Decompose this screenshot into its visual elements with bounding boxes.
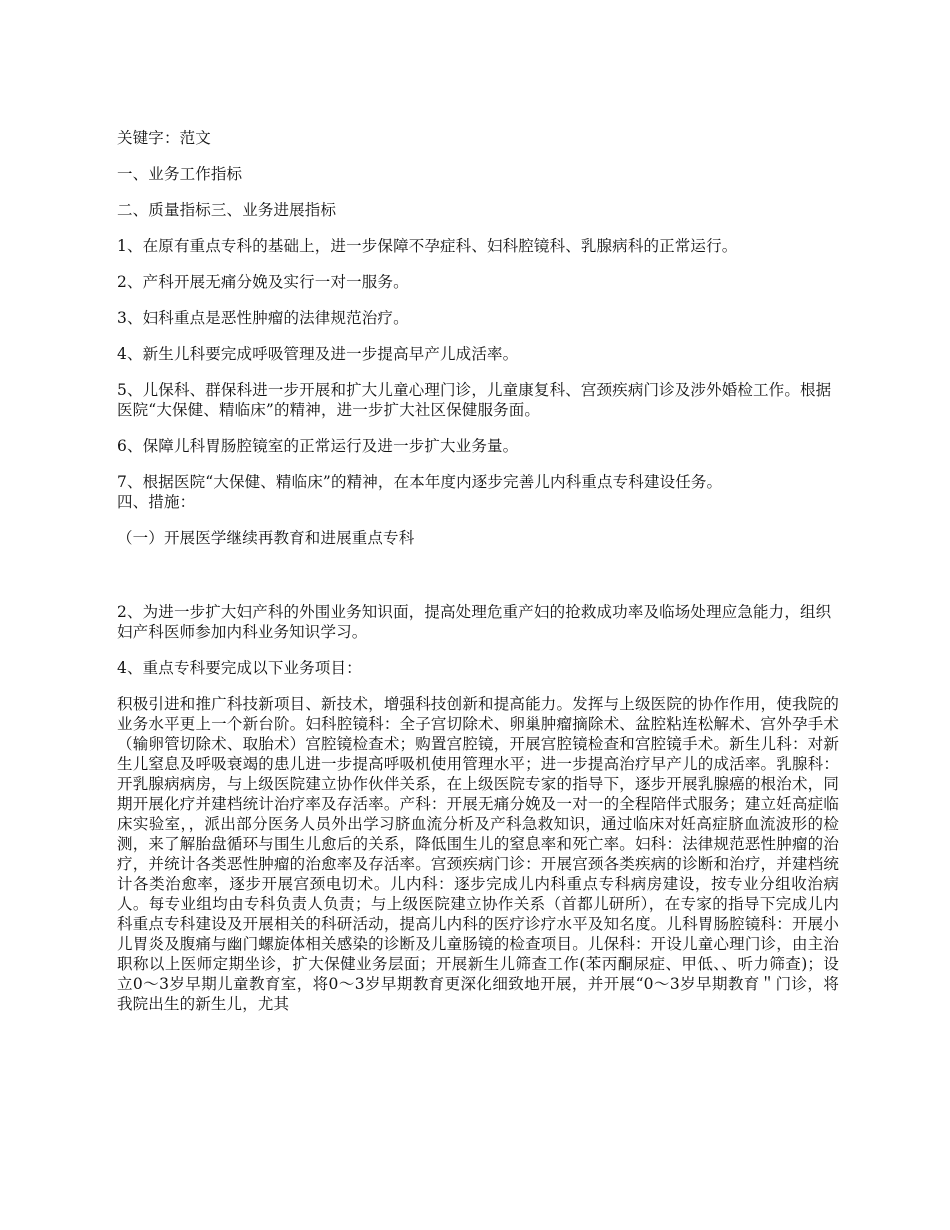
keyword-line: 关键字：范文 [117,129,211,147]
body-paragraph: 积极引进和推广科技新项目、新技术，增强科技创新和提高能力。发挥与上级医院的协作作用，使我院的业务水平更上一个新台阶。妇科腔镜科：全子宫切除术、卵巢肿瘤摘除术、盆腔粘连松解术、宫外孕手术（输卵管切除术、取胎术）宫腔镜检查术；购置宫腔镜，开展宫腔镜检查和宫腔镜手术。新生儿科：对新生儿窒息及呼吸衰竭的患儿进一步提高呼吸机使用管理水平；进一步提高治疗早产儿的成活率。乳腺科：开乳腺病病房，与上级医院建立协作伙伴关系，在上级医院专家的指导下，逐步开展乳腺癌的根治术，同期开展化疗并建档统计治疗率及存活率。产科：开展无痛分娩及一对一的全程陪伴式服务；建立妊高症临床实验室，，派出部分医务人员外出学习脐血流分析及产科急救知识，通过临床对妊高症脐血流波形的检测，来了解胎盘循环与围生儿愈后的关系，降低围生儿的窒息率和死亡率。妇科：法律规范恶性肿瘤的治疗，并统计各类恶性肿瘤的治愈率及存活率。宫颈疾病门诊：开展宫颈各类疾病的诊断和治疗，并建档统计各类治愈率，逐步开展宫颈电切术。儿内科：逐步完成儿内科重点专科病房建设，按专业分组收治病人。每专业组均由专科负责人负责；与上级医院建立协作关系（首都儿研所），在专家的指导下完成儿内科重点专科建设及开展相关的科研活动，提高儿内科的医疗诊疗水平及知名度。儿科胃肠腔镜科：开展小儿胃炎及腹痛与幽门螺旋体相关感染的诊断及儿童肠镜的检查项目。儿保科：开设儿童心理门诊，由主治职称以上医师定期坐诊，扩大保健业务层面；开展新生儿筛查工作(苯丙酮尿症、甲低、、听力筛查)；设立0～3岁早期儿童教育室，将0～3岁早期教育更深化细致地开展，并开展“0～3岁早期教育＂门诊，将我院出生的新生儿，尤其 [117,695,839,1013]
subheading-education: （一）开展医学继续再教育和进展重点专科 [117,529,415,547]
list-item: 2、产科开展无痛分娩及实行一对一服务。 [117,273,409,291]
list-item: 3、妇科重点是恶性肿瘤的法律规范治疗。 [117,309,409,327]
list-item: 5、儿保科、群保科进一步开展和扩大儿童心理门诊，儿童康复科、宫颈疾病门诊及涉外婚检工作。根据医院“大保健、精临床”的精神，进一步扩大社区保健服务面。 [117,381,832,419]
heading-business-indicators: 一、业务工作指标 [117,165,243,183]
heading-quality-indicators: 二、质量指标三、业务进展指标 [117,201,337,219]
list-item: 1、在原有重点专科的基础上，进一步保障不孕症科、妇科腔镜科、乳腺病科的正常运行。 [117,237,738,255]
list-item: 6、保障儿科胃肠腔镜室的正常运行及进一步扩大业务量。 [117,437,519,455]
list-item: 4、重点专科要完成以下业务项目： [117,659,362,677]
list-item: 4、新生儿科要完成呼吸管理及进一步提高早产儿成活率。 [117,345,519,363]
list-item: 7、根据医院“大保健、精临床”的精神，在本年度内逐步完善儿内科重点专科建设任务。 [117,473,723,491]
document-page [117,128,839,1014]
list-item: 2、为进一步扩大妇产科的外围业务知识面，提高处理危重产妇的抢救成功率及临场处理应急能力，组织妇产科医师参加内科业务知识学习。 [117,603,832,641]
heading-measures: 四、措施： [117,493,196,511]
